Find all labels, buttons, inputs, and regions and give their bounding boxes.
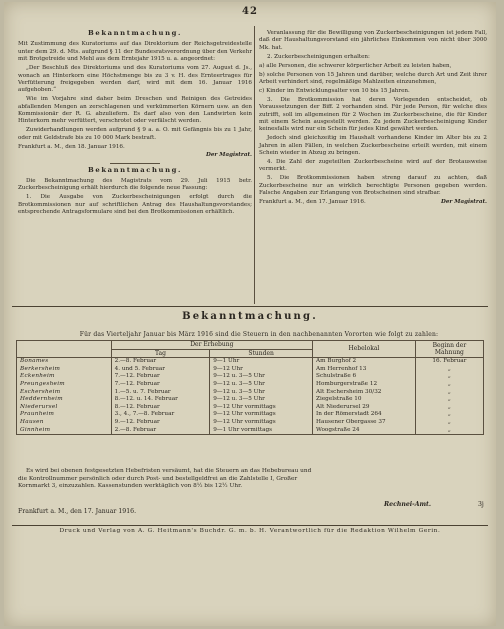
- notice-3-intro: Für das Vierteljahr Januar bis März 1916 sind die Steuern in den nachbenannten Vororten wie folgt zu zahlen:: [79, 331, 439, 338]
- table-cell-day: 3., 4., 7.—8. Februar: [111, 411, 210, 419]
- table-cell-reminder: „: [415, 419, 483, 427]
- table-cell-hours: 9—12 Uhr: [210, 366, 313, 374]
- table-row: [17, 389, 484, 397]
- table-cell-hours: 9—1 Uhr: [210, 358, 313, 366]
- table-cell-office: Homburgerstraße 12: [313, 381, 416, 389]
- table-cell-place: Praunheim: [17, 411, 112, 419]
- table-cell-day: 8.—12. Februar: [111, 404, 210, 412]
- notice-3-date: Frankfurt a. M., den 17. Januar 1916.: [18, 508, 137, 515]
- table-cell-office: Ziegelstraße 10: [313, 396, 416, 404]
- footer-rule: [12, 525, 488, 526]
- table-row: [17, 404, 484, 412]
- notice-2-paragraph: a) alle Personen, die schwerer körperlicher Arbeit zu leisten haben,: [259, 62, 452, 69]
- table-row: [17, 396, 484, 404]
- table-header-day: Tag: [111, 349, 210, 358]
- notice-3-page-ref: 3j: [478, 501, 484, 508]
- left-column: [18, 30, 252, 218]
- table-cell-day: 1.—5. u. 7. Februar: [111, 389, 210, 397]
- table-cell-hours: 9—12 u. 3—5 Uhr: [210, 396, 313, 404]
- notice-2-paragraph: Die Bekanntmachung des Magistrats vom 29. Juli 1915 betr. Zuckerbescheinigung erhält hierdurch die folgende neue Fassung:: [18, 177, 252, 192]
- table-row: [17, 358, 484, 366]
- notice-2-paragraph: c) Kinder im Entwicklungsalter von 10 bis 15 Jahren.: [259, 87, 410, 94]
- notice-2-paragraph: b) solche Personen von 15 Jahren und darüber, welche durch Art und Zeit ihrer Arbeit verhindert sind, regelmäßige Mahlzeiten einzunehmen,: [259, 71, 487, 85]
- table-cell-reminder: „: [415, 366, 483, 374]
- table-cell-reminder: „: [415, 381, 483, 389]
- section-rule: [12, 306, 488, 307]
- table-cell-place: Niederursel: [17, 404, 112, 412]
- gazette-page: [4, 2, 496, 626]
- table-cell-office: In der Römerstadt 264: [313, 411, 416, 419]
- table-cell-day: 2.—8. Februar: [111, 358, 210, 366]
- table-header-place: [17, 341, 112, 358]
- table-header-office: Hebelokal: [313, 341, 416, 358]
- section-divider: [110, 163, 160, 164]
- table-cell-office: Alt Niederursel 29: [313, 404, 416, 412]
- table-body: [17, 358, 484, 435]
- notice-2-paragraph: 4. Die Zahl der zugeteilten Zuckerbescheine wird auf der Brotausweise vermerkt.: [259, 159, 487, 173]
- table-cell-hours: 9—12 Uhr vormittags: [210, 411, 313, 419]
- notice-2-paragraph: 3. Die Brotkommission hat deren Vorlegenden entscheidet, ob Voraussetzungen der Biff. 2 vorhanden sind. Für jede Person, für welche dies zutrifft, soll im allgemeinen für 2 Wochen im Zuckerbescheine, die für Kinder mit einem Schein ausgestellt werden. Zu jedem Zuckerbescheinigung Kinder keinesfalls wird nur ein Schein für jedes Kind gewährt werden.: [259, 96, 487, 133]
- notice-1-paragraph: Zuwiderhandlungen werden aufgrund § 9 a. a. O. mit Gefängnis bis zu 1 Jahr, oder mit Geldstrafe bis zu 10 000 Mark bestraft.: [18, 127, 252, 141]
- notice-3-authority: Rechnei-Amt.: [384, 501, 432, 508]
- imprint-line: Druck und Verlag von A. G. Heitmann's Buchdr. G. m. b. H. Verantwortlich für die Redaktion Wilhelm Gerin.: [59, 528, 441, 534]
- column-divider: [254, 26, 255, 304]
- table-cell-place: Preungesheim: [17, 381, 112, 389]
- table-cell-day: 4. und 5. Februar: [111, 366, 210, 374]
- page-number: 42: [242, 6, 258, 17]
- table-cell-reminder: „: [415, 396, 483, 404]
- table-cell-office: Schulstraße 6: [313, 373, 416, 381]
- table-cell-office: Woogstraße 24: [313, 427, 416, 435]
- table-cell-office: Am Burghof 2: [313, 358, 416, 366]
- right-column: [259, 30, 487, 206]
- table-group-header: Der Erhebung: [111, 341, 312, 350]
- table-cell-place: Ginnheim: [17, 427, 112, 435]
- table-cell-day: 9.—12. Februar: [111, 419, 210, 427]
- table-row: [17, 373, 484, 381]
- tax-schedule-table: [16, 340, 484, 435]
- table-cell-place: Eschersheim: [17, 389, 112, 397]
- notice-2-paragraph: Veranlassung für die Bewilligung von Zuckerbescheinigungen ist jedem Fall, daß der Haushaltungsvorstand ein jährliches Einkommen von nicht über 3000 Mk. hat.: [259, 30, 487, 51]
- table-cell-place: Bonames: [17, 358, 112, 366]
- table-cell-reminder: „: [415, 427, 483, 435]
- table-cell-day: 7.—12. Februar: [111, 381, 210, 389]
- table-cell-hours: 9—12 u. 3—5 Uhr: [210, 373, 313, 381]
- notice-1-signature: [18, 144, 252, 151]
- table-cell-reminder: „: [415, 411, 483, 419]
- notice-1-paragraph: Mit Zustimmung des Kuratoriums auf das Direktorium der Reichsgetreidestelle unter dem 29. d. Mts. aufgrund § 11 der Bundesratsverordnung über den Verkehr mit Brotgetreide und Mehl aus dem Erntejahr 1915 u. a. angeordnet:: [18, 41, 252, 63]
- table-group-header-row: [17, 341, 484, 350]
- notice-1-authority: Der Magistrat.: [206, 152, 252, 159]
- table-cell-reminder: „: [415, 404, 483, 412]
- table-cell-office: Am Herrenhof 13: [313, 366, 416, 374]
- notice-1-heading: Bekanntmachung.: [88, 29, 182, 37]
- table-cell-office: Alt Eschersheim 30/32: [313, 389, 416, 397]
- notice-2-date: Frankfurt a. M., den 17. Januar 1916.: [259, 199, 366, 206]
- notice-2-paragraph: 5. Die Brotkommissionen haben streng darauf zu achten, daß Zuckerbescheine nur an wirklich berechtigte Personen gegeben werden. Falsche Angaben zur Erlangung von Brotscheinen sind strafbar.: [259, 175, 487, 197]
- notice-3-heading: Bekanntmachung.: [182, 311, 318, 322]
- table-row: [17, 366, 484, 374]
- notice-1-date: Frankfurt a. M., den 18. Januar 1916.: [18, 143, 125, 150]
- table-cell-place: Eckenheim: [17, 373, 112, 381]
- table-cell-hours: 9—12 u. 3—5 Uhr: [210, 381, 313, 389]
- table-cell-office: Hausener Obergasse 37: [313, 419, 416, 427]
- table-cell-reminder: 16. Februar: [415, 358, 483, 366]
- table-cell-reminder: „: [415, 389, 483, 397]
- notice-2-heading: Bekanntmachung.: [88, 165, 182, 174]
- table-cell-place: Heddernheim: [17, 396, 112, 404]
- table-cell-hours: 9—1 Uhr vormittags: [210, 427, 313, 435]
- notice-2-paragraph: 2. Zuckerbescheinigungen erhalten:: [267, 53, 370, 60]
- table-cell-hours: 9—12 u. 3—5 Uhr: [210, 389, 313, 397]
- table-cell-place: Hausen: [17, 419, 112, 427]
- table-row: [17, 411, 484, 419]
- notice-1-paragraph: Wie im Vorjahre sind daher beim Dreschen und Reinigen des Getreides abfallenden Mengen an zerschlagenen und verkümmerten Körnern usw. an den Kommissionär der R. G. abzuliefern. Es darf also von den Landwirten kein Hinterkorn mehr verfüttert, verschrotet oder verfälscht werden.: [18, 96, 252, 125]
- notice-1-paragraph: „Der Beschluß des Direktoriums und des Kuratoriums vom 27. August d. Js., wonach an Hinterkorn eine Höchstmenge bis zu 3 v. H. des Ernteertrages für Verfütterung freigegeben werden darf, wird mit dem 16. Januar 1916 aufgehoben.“: [18, 65, 252, 94]
- table-cell-place: Berkersheim: [17, 366, 112, 374]
- table-cell-hours: 9—12 Uhr vormittags: [210, 404, 313, 412]
- table-row: [17, 427, 484, 435]
- table-cell-reminder: „: [415, 373, 483, 381]
- table-row: [17, 381, 484, 389]
- notice-2-authority: Der Magistrat.: [441, 199, 487, 206]
- notice-2-paragraph: 1. Die Ausgabe von Zuckerbescheinigungen erfolgt durch die Brotkommissionen nur auf schriftlichen Antrag des Haushaltungsvorstandes; entsprechende Antragsformulare sind bei den Brotkommissionen erhältlich.: [18, 194, 252, 216]
- table-cell-day: 2.—8. Februar: [111, 427, 210, 435]
- notice-3-footnote: Es wird bei obenen festgesetzten Hebefristen versäumt, hat die Steuern an das Hebebureau und die Kontrollnummer persönlich oder durch Post- und bestellgeldfrei an die Zahlstelle I, Großer Kornmarkt 3, einzuzahlen. Kassenstunden werktäglich von 8½ bis 12½ Uhr.: [18, 468, 312, 489]
- table-header-reminder: Beginn der Mahnung: [415, 341, 483, 358]
- table-header-hours: Stunden: [210, 349, 313, 358]
- table-cell-day: 8.—12. u. 14. Februar: [111, 396, 210, 404]
- table-cell-hours: 9—12 Uhr vormittags: [210, 419, 313, 427]
- notice-1-authority-line: [18, 152, 252, 159]
- notice-2-paragraph: Jedoch sind gleichzeitig im Haushalt vorhandene Kinder im Alter bis zu 2 Jahren in allen Fällen, in welchen Zuckerbescheine erteilt werden, mit einem Schein wieder in Abzug zu bringen.: [259, 135, 487, 157]
- table-row: [17, 419, 484, 427]
- table-cell-day: 7.—12. Februar: [111, 373, 210, 381]
- notice-2-signature: [259, 199, 487, 206]
